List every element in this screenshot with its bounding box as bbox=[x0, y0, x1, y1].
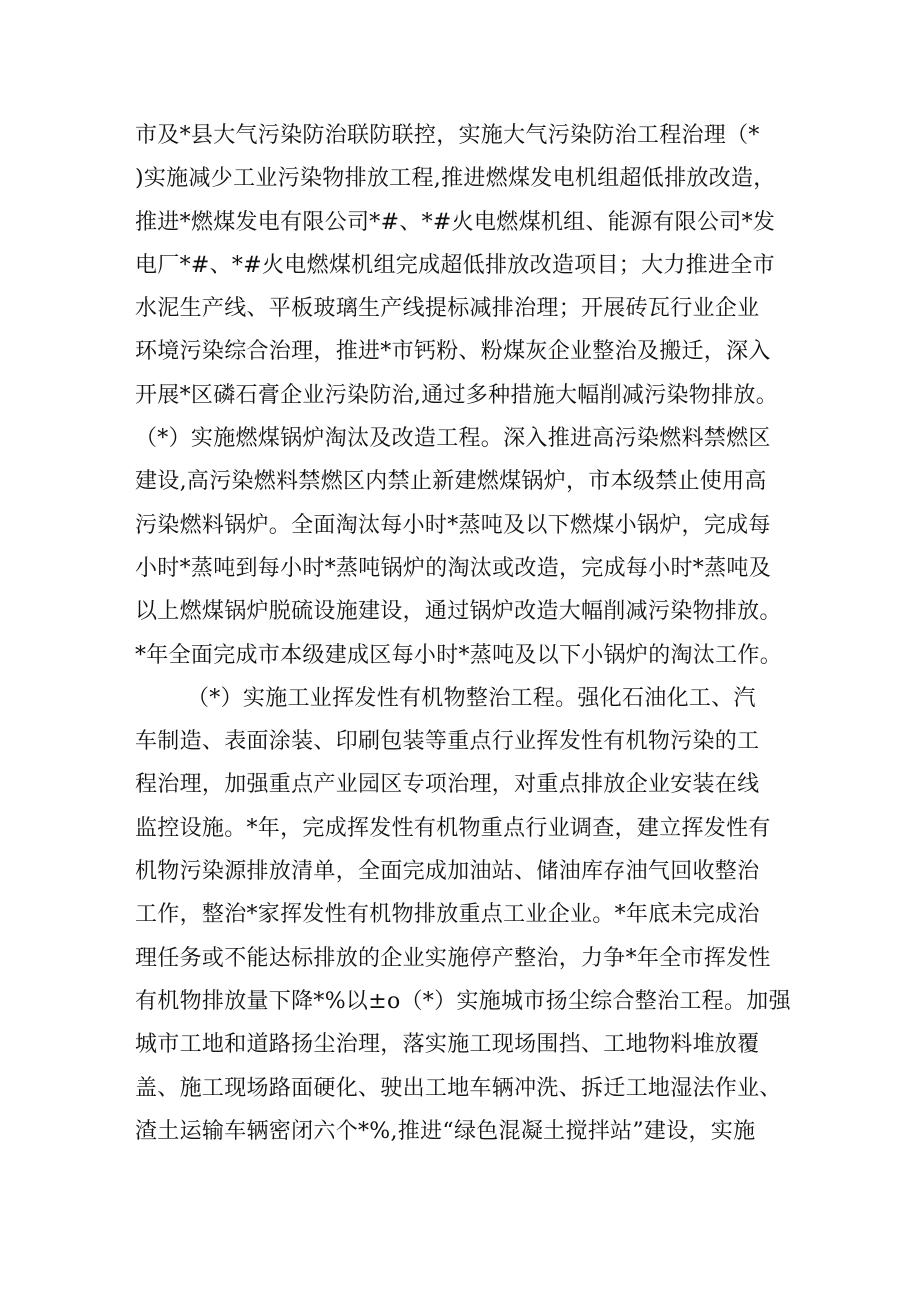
text-line: 推进*燃煤发电有限公司*#、*#火电燃煤机组、能源有限公司*发 bbox=[135, 209, 776, 235]
text-line: 车制造、表面涂装、印刷包装等重点行业挥发性有机物污染的工 bbox=[135, 729, 760, 755]
text-line: 开展*区磷石膏企业污染防治,通过多种措施大幅削减污染物排放。 bbox=[135, 382, 778, 408]
text-line: *年全面完成市本级建成区每小时*蒸吨及以下小锅炉的淘汰工作。 bbox=[135, 642, 783, 668]
text-line: )实施减少工业污染物排放工程,推进燃煤发电机组超低排放改造， bbox=[135, 166, 776, 192]
text-line: （*）实施燃煤锅炉淘汰及改造工程。深入推进高污染燃料禁燃区 bbox=[135, 426, 771, 452]
text-line: 盖、施工现场路面硬化、驶出工地车辆冲洗、拆迁工地湿法作业、 bbox=[135, 1075, 782, 1101]
text-line: 小时*蒸吨到每小时*蒸吨锅炉的淘汰或改造，完成每小时*蒸吨及 bbox=[135, 555, 772, 581]
text-line: 电厂*#、*#火电燃煤机组完成超低排放改造项目；大力推进全市 bbox=[135, 252, 775, 278]
text-line: 建设,高污染燃料禁燃区内禁止新建燃煤锅炉，市本级禁止使用高 bbox=[135, 469, 767, 495]
text-line: 水泥生产线、平板玻璃生产线提标减排治理；开展砖瓦行业企业 bbox=[135, 296, 760, 322]
text-line: 渣土运输车辆密闭六个*%,推进“绿色混凝土搅拌站”建设，实施 bbox=[135, 1118, 756, 1144]
text-line: 环境污染综合治理，推进*市钙粉、粉煤灰企业整治及搬迁，深入 bbox=[135, 339, 771, 365]
document-body bbox=[135, 114, 795, 1153]
text-line: 城市工地和道路扬尘治理，落实施工现场围挡、工地物料堆放覆 bbox=[135, 1032, 760, 1058]
text-line: 有机物排放量下降*%以±o（*）实施城市扬尘综合整治工程。加强 bbox=[135, 988, 791, 1014]
paragraph-first-line: （*）实施工业挥发性有机物整治工程。强化石油化工、汽 bbox=[187, 685, 756, 711]
text-line: 污染燃料锅炉。全面淘汰每小时*蒸吨及以下燃煤小锅炉，完成每 bbox=[135, 512, 771, 538]
text-line: 市及*县大气污染防治联防联控，实施大气污染防治工程治理（* bbox=[135, 123, 760, 148]
text-line: 程治理，加强重点产业园区专项治理，对重点排放企业安装在线 bbox=[135, 772, 760, 798]
text-line: 理任务或不能达标排放的企业实施停产整治，力争*年全市挥发性 bbox=[135, 945, 771, 971]
text-line: 工作，整治*家挥发性有机物排放重点工业企业。*年底未完成治 bbox=[135, 902, 760, 928]
text-line: 机物污染源排放清单，全面完成加油站、储油库存油气回收整治 bbox=[135, 859, 760, 885]
text-line: 监控设施。*年，完成挥发性有机物重点行业调查，建立挥发性有 bbox=[135, 815, 771, 841]
text-line: 以上燃煤锅炉脱硫设施建设，通过锅炉改造大幅削减污染物排放。 bbox=[135, 599, 782, 625]
